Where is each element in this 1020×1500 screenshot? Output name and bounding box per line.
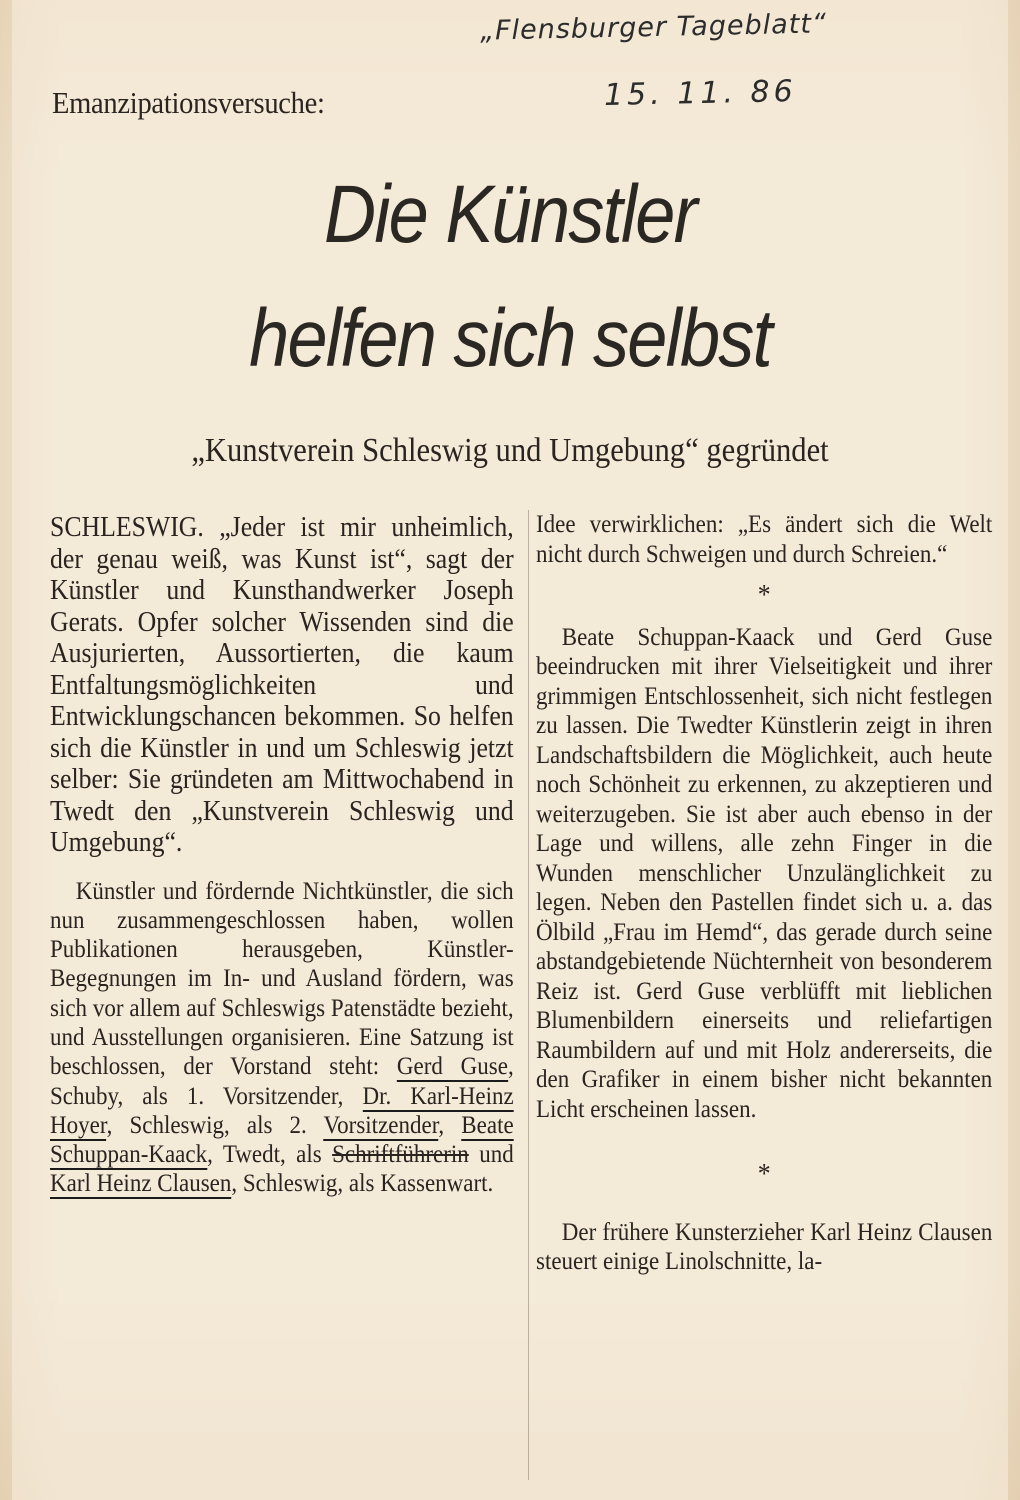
right-paragraph-2: Beate Schuppan-Kaack und Gerd Guse beeindrucken mit ihrer Vielseitigkeit und ihrer grimmigen Entschlossenheit, sich nicht festlegen zu lassen. Die Twedter Künstlerin zeigt in ihren Landschaftsbildern die Möglichkeit, auch heute noch Schönheit zu erkennen, zu akzeptieren und weiterzugeben. Sie ist aber auch ebenso in der Lage und willens, alle zehn Finger in die Wunden menschlicher Unzulänglichkeit zu legen. Neben den Pastellen findet sich u. a. das Ölbild „Frau im Hemd“, das gerade durch seine abstandgebietende Nüchternheit von besonderem Reiz ist. Gerd Guse verblüfft mit lieblichen Blumenbildern einerseits und reliefartigen Raumbildern auf und mit Holz andererseits, die den Grafiker in einem bisher nicht bekannten Licht erscheinen lassen.: [536, 623, 993, 1123]
handwritten-source: „Flensburger Tageblatt“: [479, 8, 828, 47]
board-text-2: , Schuby, als 1. Vorsitzender,: [50, 1053, 514, 1110]
lead-paragraph: SCHLESWIG. „Jeder ist mir unheimlich, der genau weiß, was Kunst ist“, sagt der Künstler und Kunsthandwerker Joseph Gerats. Opfer solcher Wissenden sind die Ausjurierten, Aussortierten, die kaum Entfaltungsmöglichkeiten und Entwicklungschancen bekommen. So helfen sich die Künstler in und um Schleswig jetzt selber: Sie gründeten am Mittwochabend in Twedt den „Kunstverein Schleswig und Umgebung“.: [50, 512, 514, 858]
right-paragraph-1: Idee verwirklichen: „Es ändert sich die Welt nicht durch Schweigen und durch Schreien.“: [536, 511, 993, 568]
newspaper-clipping: [12, 0, 1008, 1500]
board-text-1: Künstler und fördernde Nichtkünstler, die sich nun zusammengeschlossen haben, wollen Publikationen herausgeben, Künstler-Begegnungen im In- und Ausland fördern, was sich vor allem auf Schleswigs Patenstädte bezieht, und Ausstellungen organisieren. Eine Satzung ist beschlossen, der Vorstand steht:: [50, 877, 514, 1081]
left-column: [50, 512, 514, 1199]
handwritten-date: 15. 11. 86: [603, 73, 798, 114]
right-paragraph-3: Der frühere Kunsterzieher Karl Heinz Clausen steuert einige Linolschnitte, la-: [536, 1218, 993, 1275]
name-guse: Gerd Guse: [396, 1053, 508, 1081]
kicker: Emanzipationsversuche:: [52, 85, 325, 120]
subtitle: „Kunstverein Schleswig und Umgebung“ gegründet: [191, 432, 829, 469]
name-schuppan: Beate Schuppan-Kaack: [50, 1111, 514, 1169]
column-rule: [528, 510, 529, 1480]
headline-line-1: Die Künstler: [324, 169, 696, 260]
board-text-4: ,: [438, 1111, 445, 1139]
role-vorsitz: Vorsitzender: [323, 1111, 439, 1139]
headline-line-2: helfen sich selbst: [249, 293, 771, 384]
board-text-7: , Schleswig, als Kassenwart.: [231, 1170, 494, 1198]
section-separator-2: *: [757, 1159, 771, 1190]
board-text-6: und: [479, 1141, 514, 1169]
name-clausen: Karl Heinz Clausen: [50, 1170, 232, 1198]
right-column: [536, 510, 992, 1277]
section-separator-1: *: [757, 580, 771, 611]
board-text-3: , Schleswig, als 2.: [106, 1111, 307, 1139]
board-text-5: , Twedt, als: [207, 1141, 322, 1169]
role-schrift: Schriftführerin: [332, 1141, 469, 1169]
name-hoyer: Dr. Karl-Heinz Hoyer: [50, 1082, 514, 1139]
board-paragraph: [50, 877, 514, 1199]
